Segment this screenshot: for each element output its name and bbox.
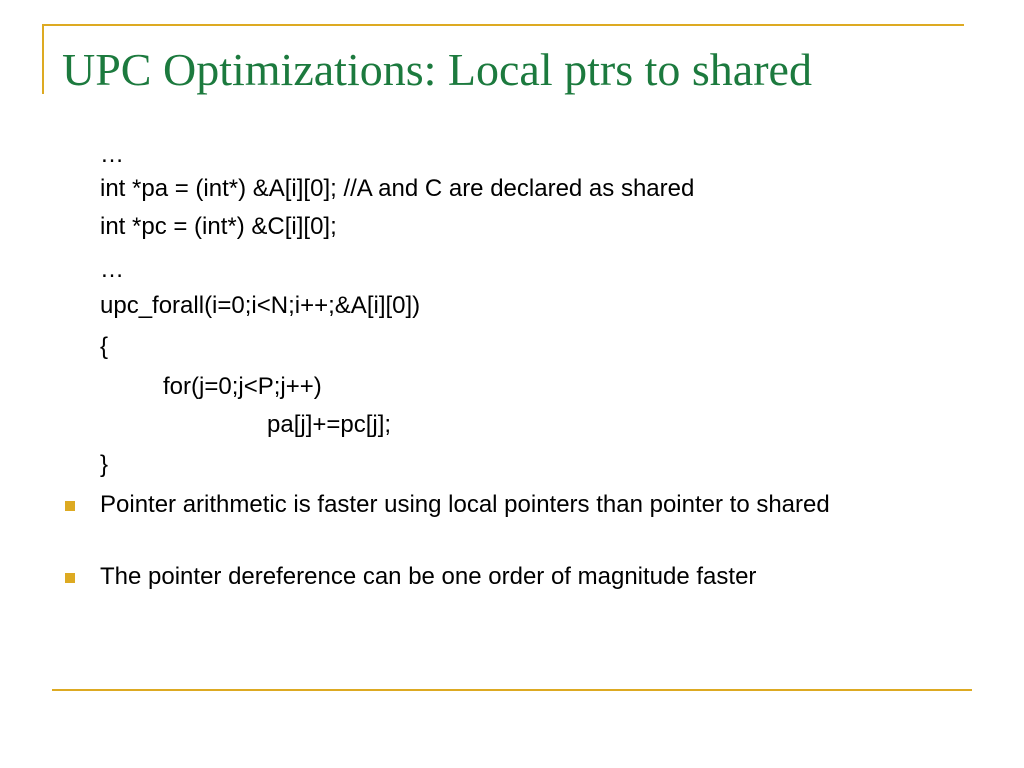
square-bullet-icon bbox=[65, 501, 75, 511]
code-line: int *pa = (int*) &A[i][0]; //A and C are declared as shared bbox=[100, 175, 695, 202]
code-line: … bbox=[100, 141, 124, 168]
bullet-text: The pointer dereference can be one order of magnitude faster bbox=[100, 563, 757, 590]
code-line: upc_forall(i=0;i<N;i++;&A[i][0]) bbox=[100, 292, 421, 319]
code-line: for(j=0;j<P;j++) bbox=[163, 373, 322, 400]
code-line: int *pc = (int*) &C[i][0]; bbox=[100, 213, 337, 240]
code-line: { bbox=[100, 333, 109, 360]
square-bullet-icon bbox=[65, 573, 75, 583]
code-line: pa[j]+=pc[j]; bbox=[267, 411, 392, 438]
slide-title: UPC Optimizations: Local ptrs to shared bbox=[62, 44, 812, 95]
code-line: } bbox=[100, 451, 109, 478]
bullet-text: Pointer arithmetic is faster using local pointers than pointer to shared bbox=[100, 491, 830, 518]
code-line: … bbox=[100, 256, 124, 283]
